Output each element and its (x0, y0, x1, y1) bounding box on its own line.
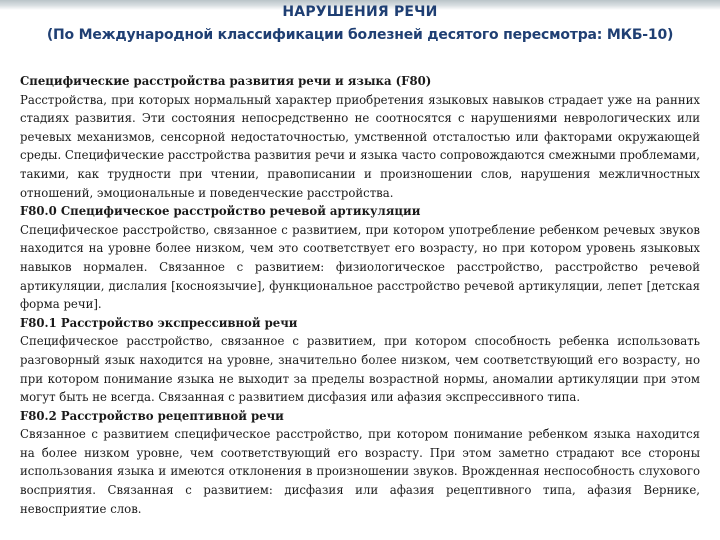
slide-subtitle: (По Международной классификации болезней десятого пересмотра: МКБ-10) (46, 27, 674, 43)
section-heading-f80: Специфические расстройства развития речи и языка (F80) (20, 74, 432, 88)
section-text-f80-2: Связанное с развитием специфическое расстройство, при котором понимание ребенком языка находится на более низком уровне, чем соответствующий его возрасту. При этом заметно страдают все стороны использования языка и имеются отклонения в произношении звуков. Врожденная неспособность слухового восприятия. Связанная с развитием: дисфазия или афазия рецептивного типа, афазия Вернике, невосприятие слов. (20, 427, 700, 516)
slide-title: НАРУШЕНИЯ РЕЧИ (282, 4, 438, 20)
section-heading-f80-1: F80.1 Расстройство экспрессивной речи (20, 315, 298, 330)
section-text-f80-1: Специфическое расстройство, связанное с развитием, при котором способность ребенка использовать разговорный язык находится на уровне, значительно более низком, чем соответствующий его возрасту, но при котором понимание языка не выходит за пределы возрастной нормы, аномалии артикуляции при этом могут быть не всегда. Связанная с развитием дисфазия или афазия экспрессивного типа. (20, 334, 700, 405)
section-heading-f80-0: F80.0 Специфическое расстройство речевой артикуляции (20, 204, 421, 219)
section-text-f80: Расстройства, при которых нормальный характер приобретения языковых навыков страдает уже на ранних стадиях развития. Эти состояния непосредственно не соотносятся с нарушениями неврологических или речевых механизмов, сенсорной недостаточностью, умственной отсталостью или факторами окружающей среды. Специфические расстройства развития речи и языка часто сопровождаются смежными проблемами, такими, как трудности при чтении, правописании и произношении слов, нарушения межличностных отношений, эмоциональные и поведенческие расстройства. (20, 92, 700, 200)
section-text-f80-0: Специфическое расстройство, связанное с развитием, при котором употребление ребенком речевых звуков находится на уровне более низком, чем это соответствует его возрасту, но при котором уровень языковых навыков нормален. Связанное с развитием: физиологическое расстройство, расстройство речевой артикуляции, дислалия [косноязычие], функциональное расстройство речевой артикуляции, лепет [детская форма речи]. (20, 222, 700, 312)
section-heading-f80-2: F80.2 Расстройство рецептивной речи (20, 408, 284, 423)
document-body (20, 72, 700, 518)
